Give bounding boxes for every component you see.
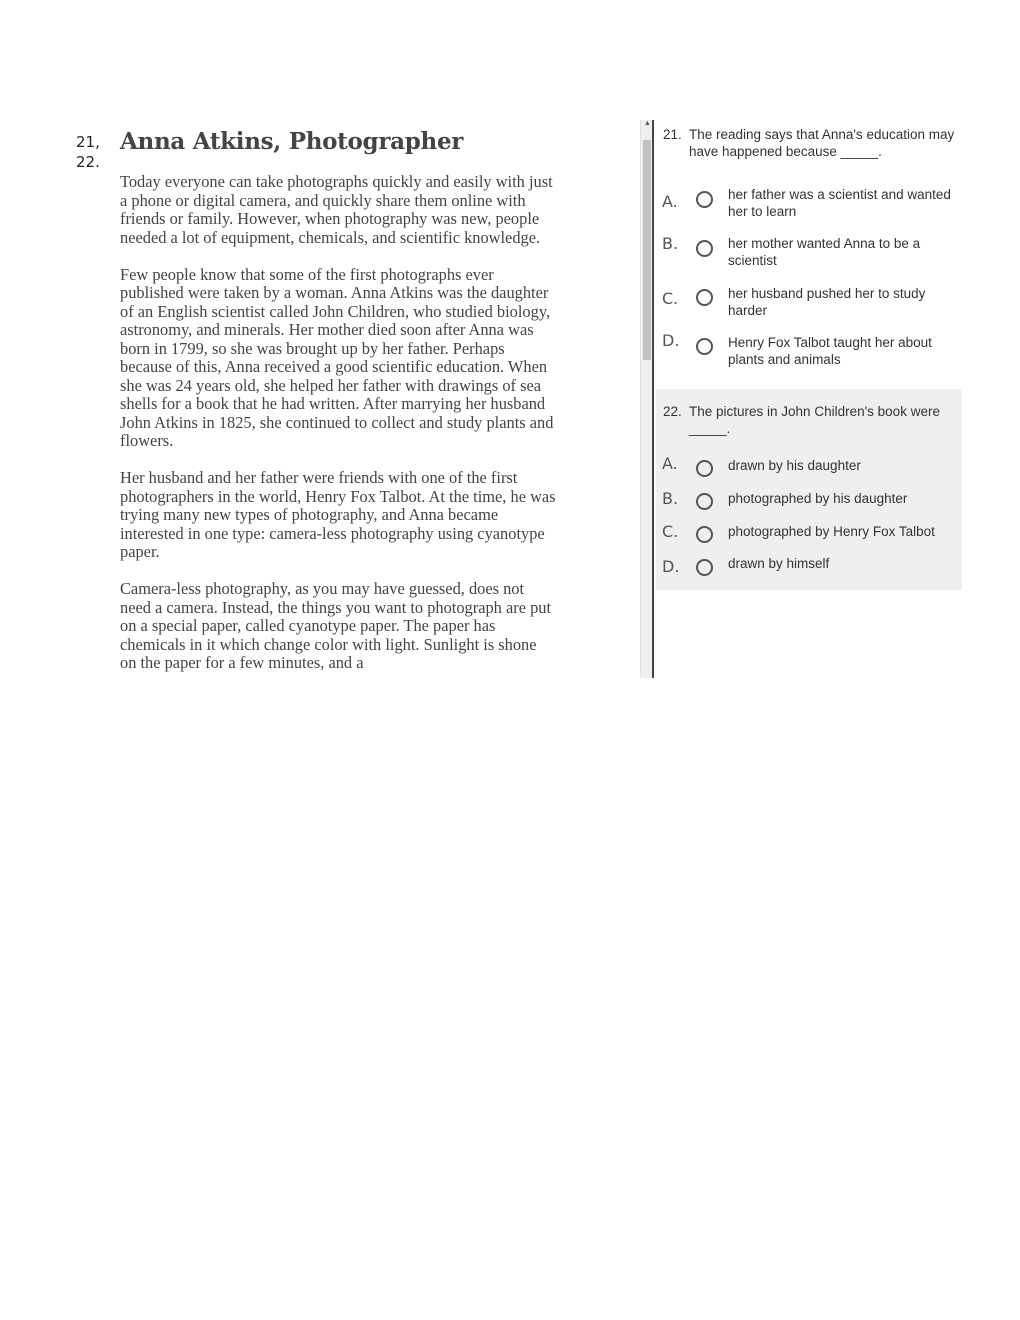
passage-paragraph: Today everyone can take photographs quickly and easily with just a phone or digital camera, and quickly share them online with friends or family. However, when photography was new, people needed a lot of equipment, chemicals, and scientific knowledge. — [120, 172, 553, 247]
question-numbers — [76, 132, 100, 172]
option-text: photographed by his daughter — [728, 491, 908, 506]
radio-button[interactable] — [696, 526, 713, 543]
option-text: her father was a scientist and wanted her to learn — [728, 187, 951, 219]
radio-button[interactable] — [696, 289, 713, 306]
option-letter: C. — [662, 522, 679, 541]
question-number: 21. — [663, 127, 682, 142]
radio-button[interactable] — [696, 191, 713, 208]
scroll-up-arrow-icon[interactable]: ▲ — [644, 120, 651, 127]
radio-button[interactable] — [696, 559, 713, 576]
option-text: drawn by himself — [728, 556, 830, 571]
radio-button[interactable] — [696, 240, 713, 257]
radio-button[interactable] — [696, 493, 713, 510]
option-text: her mother wanted Anna to be a scientist — [728, 236, 921, 268]
radio-button[interactable] — [696, 460, 713, 477]
question-number: 22. — [663, 404, 682, 419]
option-text: photographed by Henry Fox Talbot — [728, 524, 935, 539]
question-stem — [656, 126, 962, 160]
question-number-label: 22. — [76, 153, 100, 171]
question-21 — [656, 126, 962, 382]
reading-passage[interactable] — [116, 128, 566, 678]
option-text: drawn by his daughter — [728, 458, 861, 473]
question-number-label: 21, — [76, 133, 100, 151]
passage-paragraph: Few people know that some of the first photographs ever published were taken by a woman. Anna Atkins was the daughter of an English scientist called John Children, who studied biology, astronomy, and minerals. Her mother died soon after Anna was born in 1799, so she was brought up by her father. Perhaps because of this, Anna received a good scientific education. When she was 24 years old, she helped her father with drawings of sea shells for a book that he had written. After marrying her husband John Atkins in 1825, she continued to collect and study plants and flowers. — [120, 264, 554, 450]
passage-paragraph: Camera-less photography, as you may have guessed, does not need a camera. Instead, the things you want to photograph are put on a special paper, called cyanotype paper. The paper has chemicals in it which change color with light. Sunlight is shone on the paper for a few minutes, and a — [120, 579, 552, 672]
passage-paragraph: Her husband and her father were friends with one of the first photographers in the world, Henry Fox Talbot. At the time, he was trying many new types of photography, and Anna became interested in one type: camera-less photography using cyanotype paper. — [120, 468, 556, 561]
question-stem — [656, 403, 962, 437]
question-text: The pictures in John Children's book were _____. — [689, 404, 940, 436]
option-letter: D. — [662, 331, 680, 350]
question-22 — [656, 389, 962, 590]
option-text: Henry Fox Talbot taught her about plants and animals — [728, 335, 932, 367]
option-letter: B. — [662, 489, 679, 508]
option-letter: B. — [662, 234, 679, 253]
passage-title: Anna Atkins, Photographer — [120, 128, 464, 155]
option-letter: A. — [662, 454, 678, 473]
pane-divider — [652, 120, 654, 678]
question-text: The reading says that Anna's education may have happened because _____. — [689, 127, 955, 159]
option-text: her husband pushed her to study harder — [728, 286, 926, 318]
option-letter: A. — [662, 192, 678, 211]
option-letter: D. — [662, 557, 680, 576]
radio-button[interactable] — [696, 338, 713, 355]
option-letter: C. — [662, 289, 679, 308]
scroll-thumb[interactable] — [643, 140, 651, 360]
